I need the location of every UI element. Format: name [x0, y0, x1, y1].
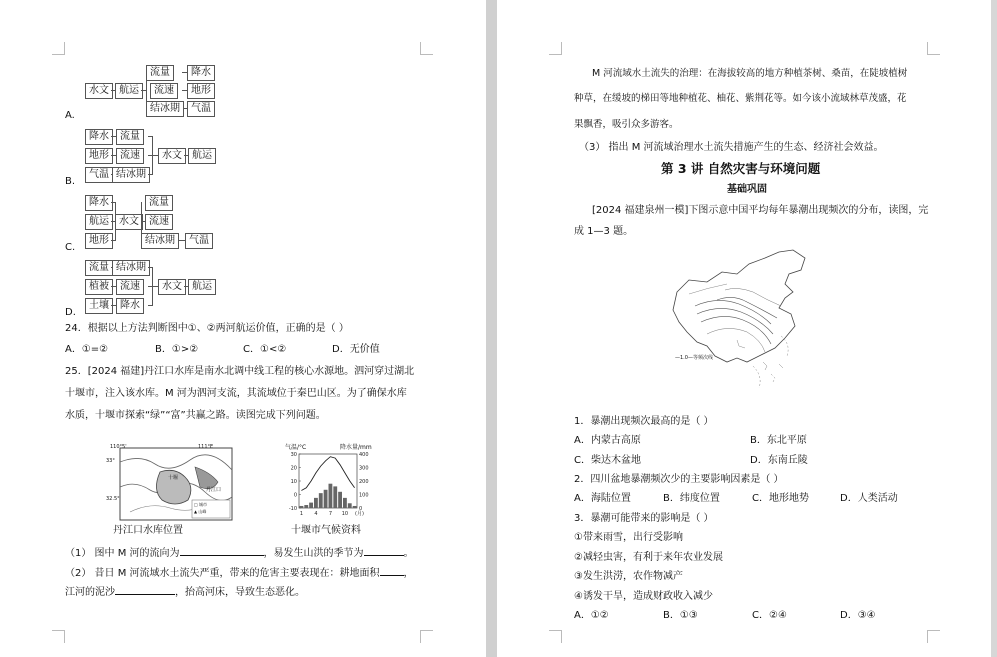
question-24-option-d: D．无价值 — [332, 344, 380, 355]
map-legend: □ 城市 — [194, 502, 208, 507]
question-3-statement: ③发生洪涝，农作物减产 — [574, 571, 683, 582]
question-1-option-a: A．内蒙古高原 — [574, 435, 641, 446]
chart-tick-label-right: 400 — [359, 452, 369, 458]
diagram-box: 气温 — [85, 167, 113, 183]
text: ，易发生山洪的季节为 — [263, 548, 364, 559]
diagram-box: 航运 — [188, 148, 216, 164]
chart-right-axis-title: 降水量/mm — [340, 444, 372, 451]
precip-bar — [348, 503, 352, 508]
map-place-label: 十堰 — [168, 475, 179, 481]
chart-x-tick-label: 1 — [299, 511, 304, 517]
question-1-option-d: D．东南丘陵 — [750, 455, 808, 466]
precip-bar — [343, 498, 347, 508]
section-title: 基础巩固 — [727, 184, 767, 195]
chart-tick-label-left: -10 — [288, 506, 297, 512]
answer-blank[interactable] — [364, 545, 404, 556]
chart-tick-label-left: 30 — [290, 452, 297, 458]
chart-frame — [299, 454, 357, 508]
diagram-line — [148, 286, 158, 287]
question-24-stem: 24．根据以上方法判断图中①、②两河航运价值，正确的是（ ） — [65, 323, 349, 334]
paragraph-line: M 河流域水土流失的治理：在海拔较高的地方种植茶树、桑苗，在陡坡植树 — [592, 68, 908, 79]
question-2-option-a: A．海陆位置 — [574, 493, 631, 504]
question-3-option-a: A．①② — [574, 610, 609, 621]
danjiangkou-map — [100, 442, 235, 522]
diagram-box: 流速 — [150, 83, 178, 99]
question-1-option-c: C．柴达木盆地 — [574, 455, 641, 466]
page-corner-mark — [549, 42, 562, 55]
text: 。 — [403, 548, 414, 559]
precip-bar — [304, 505, 308, 508]
question-1-option-b: B．东北平原 — [750, 435, 807, 446]
precip-bar — [314, 498, 318, 508]
diagram-box: 流量 — [85, 260, 113, 276]
chart-tick-label-right: 100 — [359, 492, 369, 499]
page-corner-mark — [549, 630, 562, 643]
question-2-option-d: D．人类活动 — [840, 493, 898, 504]
vertical-scrollbar[interactable] — [991, 0, 997, 657]
text: 江河的泥沙 — [65, 587, 115, 598]
question-25-sub-2 — [65, 565, 414, 581]
map-caption: 丹江口水库位置 — [113, 525, 183, 536]
question-25-text: 水质，十堰市探索“绿”“富”共赢之路。读图完成下列问题。 — [65, 410, 326, 421]
map-longitude-label: 111°E — [198, 444, 214, 450]
diagram-box: 降水 — [85, 195, 113, 211]
answer-blank[interactable] — [115, 584, 175, 595]
question-3-option-b: B．①③ — [663, 610, 698, 621]
diagram-box: 流速 — [116, 148, 144, 164]
question-3-option-c: C．②④ — [752, 610, 787, 621]
diagram-box: 航运 — [85, 214, 113, 230]
diagram-box: 水文 — [115, 214, 143, 230]
chart-tick-label-right: 200 — [359, 479, 369, 485]
diagram-box: 流速 — [145, 214, 173, 230]
diagram-box: 流量 — [116, 129, 144, 145]
question-3-option-d: D．③④ — [840, 610, 876, 621]
climate-chart — [283, 450, 373, 522]
precip-bar — [333, 486, 337, 508]
diagram-box: 流速 — [116, 279, 144, 295]
page-corner-mark — [52, 630, 65, 643]
chart-x-tick-label: 4 — [314, 511, 318, 517]
diagram-box: 降水 — [85, 129, 113, 145]
answer-blank[interactable] — [180, 545, 264, 556]
question-25-sub-1 — [65, 545, 414, 561]
paragraph-line: 种草，在缓坡的梯田等地种植花、柚花、紫荆花等。如今该小流域林草茂盛，花 — [574, 93, 907, 104]
option-label: A. — [65, 110, 75, 121]
diagram-box: 水文 — [158, 279, 186, 295]
page-gutter — [486, 0, 497, 657]
diagram-box: 气温 — [187, 101, 215, 117]
chart-tick-label-right: 300 — [359, 465, 369, 472]
option-label: B. — [65, 176, 76, 187]
text: ， — [403, 568, 414, 579]
chart-caption: 十堰市气候资料 — [291, 525, 361, 536]
question-2-option-b: B．纬度位置 — [663, 493, 720, 504]
question-2-option-c: C．地形地势 — [752, 493, 809, 504]
diagram-box: 水文 — [85, 83, 113, 99]
precip-bar — [300, 506, 304, 508]
document-page-left — [0, 0, 486, 657]
map-place-label: 丹江口 — [206, 487, 222, 493]
chart-tick-label-left: 0 — [293, 492, 297, 499]
chart-tick-label-right: 0 — [359, 506, 363, 512]
question-24-option-a: A．①=② — [65, 344, 109, 355]
precip-bar — [353, 506, 357, 508]
intro-text: [2024 福建泉州一模]下图示意中国平均每年暴潮出现频次的分布，读图，完 — [592, 205, 929, 216]
text: （2） 昔日 M 河流域水土流失严重，带来的危害主要表现在：耕地面积 — [65, 568, 380, 579]
chart-tick-label-left: 20 — [290, 465, 297, 472]
precip-bar — [309, 503, 313, 508]
question-3-stem: 3．暴潮可能带来的影响是（ ） — [574, 513, 714, 524]
page-corner-mark — [420, 42, 433, 55]
chart-tick-label-left: 10 — [290, 479, 297, 485]
china-storm-frequency-map — [667, 244, 817, 394]
question-3-prompt: （3） 指出 M 河流域治理水土流失措施产生的生态、经济社会效益。 — [579, 142, 884, 153]
page-corner-mark — [52, 42, 65, 55]
map-latitude-label: 32.5° — [106, 496, 120, 502]
question-24-option-c: C．①<② — [243, 344, 287, 355]
diagram-box: 流量 — [146, 65, 174, 81]
diagram-box: 降水 — [187, 65, 215, 81]
question-24-option-b: B．①>② — [155, 344, 199, 355]
answer-blank[interactable] — [380, 565, 404, 576]
diagram-box: 降水 — [116, 298, 144, 314]
precip-bar — [338, 492, 342, 508]
diagram-box: 地形 — [85, 233, 113, 249]
text: ，抬高河床，导致生态恶化。 — [175, 587, 305, 598]
chart-x-tick-label: 7 — [328, 511, 333, 517]
text: （1） 图中 M 河的流向为 — [65, 548, 180, 559]
question-3-statement: ②减轻虫害，有利于来年农业发展 — [574, 552, 723, 563]
precip-bar — [324, 490, 328, 508]
diagram-box: 结冰期 — [146, 101, 184, 117]
map-longitude-label: 110°5' — [110, 444, 127, 450]
question-25-text: 25．[2024 福建]丹江口水库是南水北调中线工程的核心水源地。泗河穿过湖北 — [65, 366, 415, 377]
diagram-line — [148, 155, 158, 156]
page-corner-mark — [927, 42, 940, 55]
option-label: D. — [65, 307, 76, 318]
diagram-box: 水文 — [158, 148, 186, 164]
diagram-box: 植被 — [85, 279, 113, 295]
intro-text: 成 1—3 题。 — [574, 226, 634, 237]
question-25-text: 十堰市，注入该水库。M 河为泗河支流，其流域位于秦巴山区。为了确保水库 — [65, 388, 407, 399]
question-25-sub-2-cont — [65, 584, 305, 600]
map-legend: —1.0—等频次线 — [675, 355, 713, 361]
chart-x-tick-label: 10 — [341, 511, 349, 517]
map-legend: ▲ 山峰 — [194, 509, 207, 514]
paragraph-line: 果飘香，吸引众多游客。 — [574, 119, 679, 130]
question-1-stem: 1．暴潮出现频次最高的是（ ） — [574, 416, 714, 427]
document-page-right — [497, 0, 991, 657]
question-3-statement: ①带来雨雪，出行受影响 — [574, 532, 683, 543]
option-label: C. — [65, 242, 76, 253]
diagram-box: 航运 — [115, 83, 143, 99]
page-corner-mark — [927, 630, 940, 643]
precip-bar — [329, 484, 333, 508]
diagram-box: 气温 — [185, 233, 213, 249]
page-corner-mark — [420, 630, 433, 643]
precip-bar — [319, 493, 323, 508]
chart-x-unit: (月) — [355, 511, 364, 517]
diagram-box: 土壤 — [85, 298, 113, 314]
diagram-box: 地形 — [85, 148, 113, 164]
diagram-box: 航运 — [188, 279, 216, 295]
diagram-box: 结冰期 — [112, 260, 150, 276]
diagram-box: 结冰期 — [112, 167, 150, 183]
diagram-box: 地形 — [187, 83, 215, 99]
chart-left-axis-title: 气温/°C — [285, 444, 307, 451]
diagram-box: 流量 — [145, 195, 173, 211]
temperature-line — [301, 457, 354, 491]
diagram-box: 结冰期 — [141, 233, 179, 249]
question-3-statement: ④诱发干旱，造成财政收入减少 — [574, 591, 713, 602]
map-latitude-label: 33° — [106, 458, 115, 464]
lecture-title: 第 3 讲 自然灾害与环境问题 — [661, 161, 821, 176]
question-2-stem: 2．四川盆地暴潮频次少的主要影响因素是（ ） — [574, 474, 784, 485]
